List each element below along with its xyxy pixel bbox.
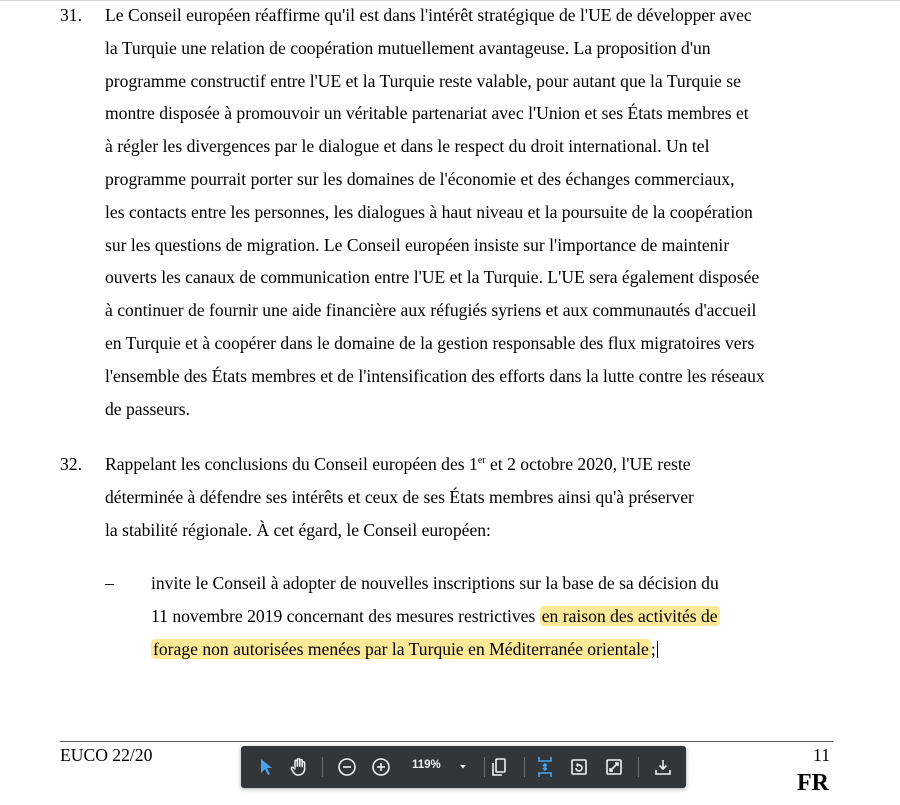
text-line: Rappelant les conclusions du Conseil européen des 1er et 2 octobre 2020, l'UE reste [105,454,691,474]
text-line: Le Conseil européen réaffirme qu'il est dans l'intérêt stratégique de l'UE de développer avec [105,5,752,25]
text-line: à continuer de fournir une aide financière aux réfugiés syriens et aux communautés d'accueil [105,300,757,321]
zoom-in-icon[interactable] [368,754,394,780]
footer-rule [60,741,833,742]
text-line: en Turquie et à coopérer dans le domaine de la gestion responsable des flux migratoires vers [105,332,755,353]
text-line: la stabilité régionale. À cet égard, le Conseil européen: [105,519,491,540]
select-pointer-icon[interactable] [253,754,279,780]
text-line[interactable]: 11 novembre 2019 concernant des mesures restrictives en raison des activités de [151,605,718,626]
text-highlight[interactable]: forage non autorisées menées par la Turquie en Méditerranée orientale [153,638,649,659]
zoom-dropdown-chevron-icon[interactable] [450,754,476,780]
fullscreen-icon[interactable] [601,754,627,780]
footer-page-number: 11 [813,745,830,765]
toolbar-separator [524,757,525,777]
zoom-out-icon[interactable] [334,754,360,780]
text-highlight[interactable]: en raison des activités de [541,605,718,626]
text-line: montre disposée à promouvoir un véritable partenariat avec l'Union et ses États membres et [105,103,749,124]
paragraph-number: 31. [60,5,82,25]
text-line: la Turquie une relation de coopération mutuellement avantageuse. La proposition d'un [105,37,711,58]
pdf-toolbar [241,746,686,788]
text-line: programme constructif entre l'UE et la Turquie reste valable, pour autant que la Turquie se [105,70,741,91]
footer-language: FR [797,770,829,796]
text-line: sur les questions de migration. Le Conseil européen insiste sur l'importance de maintenir [105,234,730,255]
footer-doc-ref: EUCO 22/20 [60,745,153,765]
paragraph-text [105,0,765,425]
fit-width-icon[interactable] [532,754,558,780]
paragraph-text [105,448,694,546]
text-line: déterminée à défendre ses intérêts et ceux de ses États membres ainsi qu'à préserver [105,486,694,507]
text-line[interactable]: forage non autorisées menées par la Turquie en Méditerranée orientale ; [153,638,656,659]
toolbar-separator [322,757,323,777]
toolbar-separator [484,757,485,777]
paragraph-number: 32. [60,454,82,474]
bullet-dash: – [105,573,114,593]
text-line: à régler les divergences par le dialogue et dans le respect du droit international. Un tel [105,136,710,157]
bullet-text [151,567,720,665]
rotate-icon[interactable] [566,754,592,780]
download-icon[interactable] [650,754,676,780]
text-line: de passeurs. [105,398,191,419]
zoom-level-value[interactable]: 119% [412,759,441,771]
text-line: l'ensemble des États membres et de l'intensification des efforts dans la lutte contre les réseaux [105,365,765,386]
text-line: les contacts entre les personnes, les dialogues à haut niveau et la poursuite de la coopération [105,201,753,222]
text-cursor [657,641,658,658]
text-line: invite le Conseil à adopter de nouvelles inscriptions sur la base de sa décision du [151,573,719,593]
page-view-icon[interactable] [486,754,512,780]
text-line: ouverts les canaux de communication entre l'UE et la Turquie. L'UE sera également disposée [105,267,760,288]
hand-pan-icon[interactable] [286,754,312,780]
text-line: programme pourrait porter sur les domaines de l'économie et des échanges commerciaux, [105,168,735,189]
toolbar-separator [638,757,639,777]
